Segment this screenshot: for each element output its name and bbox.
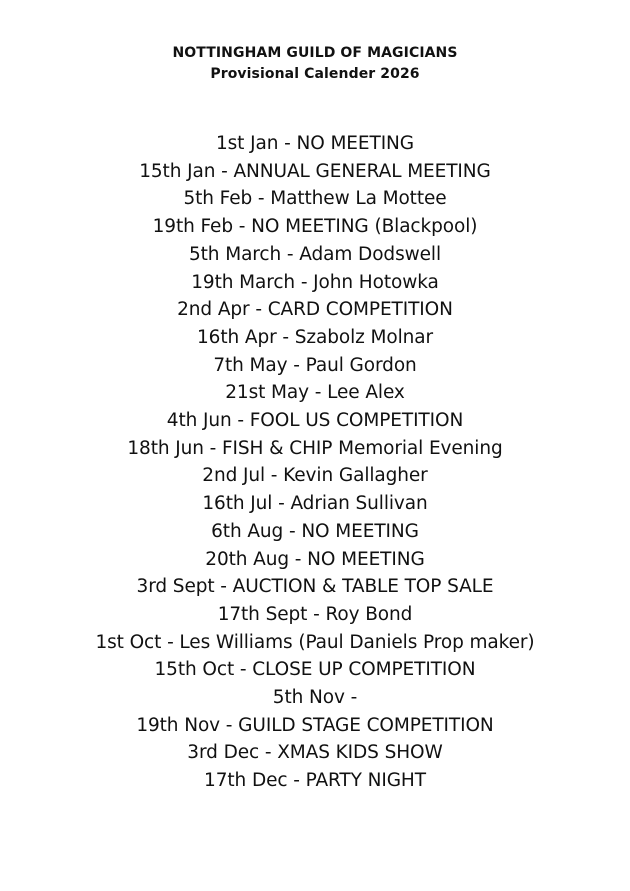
event-item: 19th March - John Hotowka [191,271,439,293]
event-item: 6th Aug - NO MEETING [211,520,419,542]
event-item: 15th Oct - CLOSE UP COMPETITION [154,659,476,681]
event-item: 1st Oct - Les Williams (Paul Daniels Prop maker) [95,631,535,653]
calendar-subtitle: Provisional Calender 2026 [210,66,420,82]
event-item: 5th March - Adam Dodswell [188,243,441,265]
event-item: 5th Feb - Matthew La Mottee [183,188,447,210]
event-item: 5th Nov - [272,687,358,709]
event-item: 19th Nov - GUILD STAGE COMPETITION [136,714,494,736]
event-item: 3rd Dec - XMAS KIDS SHOW [187,742,443,764]
event-item: 16th Apr - Szabolz Molnar [196,326,433,348]
event-item: 4th Jun - FOOL US COMPETITION [166,410,464,432]
event-item: 17th Sept - Roy Bond [217,603,413,625]
document-header [0,43,630,85]
event-item: 7th May - Paul Gordon [213,354,417,376]
event-schedule [0,130,630,795]
event-item: 2nd Apr - CARD COMPETITION [177,299,453,321]
event-item: 20th Aug - NO MEETING [205,548,425,570]
event-item: 18th Jun - FISH & CHIP Memorial Evening [127,437,503,459]
guild-title: NOTTINGHAM GUILD OF MAGICIANS [172,45,458,61]
event-item: 17th Dec - PARTY NIGHT [204,770,426,792]
event-item: 21st May - Lee Alex [225,382,405,404]
event-item: 16th Jul - Adrian Sullivan [202,493,428,515]
event-item: 1st Jan - NO MEETING [215,133,415,154]
event-item: 19th Feb - NO MEETING (Blackpool) [152,216,478,238]
event-item: 2nd Jul - Kevin Gallagher [202,465,428,487]
event-item: 3rd Sept - AUCTION & TABLE TOP SALE [136,576,494,598]
event-item: 15th Jan - ANNUAL GENERAL MEETING [139,160,491,182]
